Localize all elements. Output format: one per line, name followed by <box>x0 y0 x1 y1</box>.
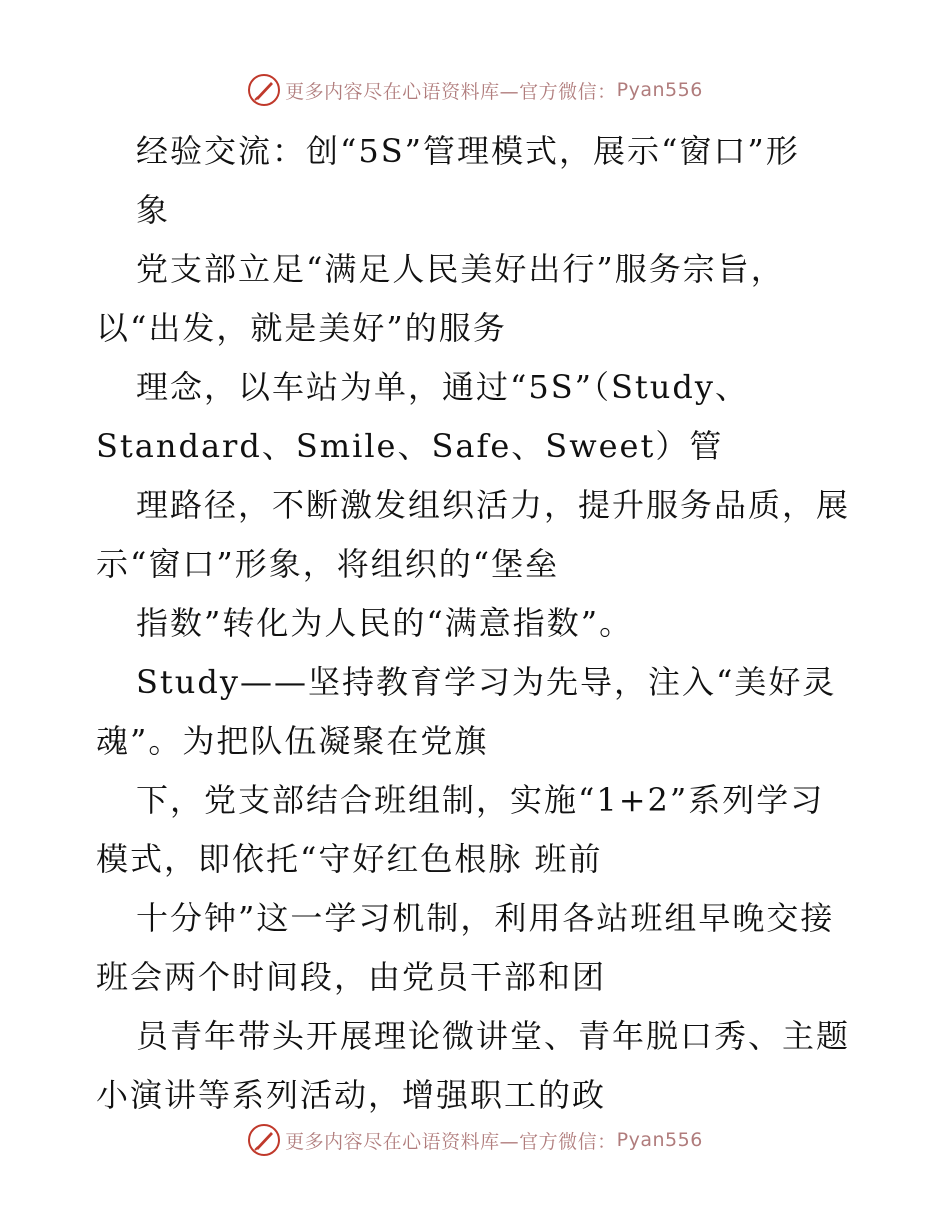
document-line: 党支部立足“满足人民美好出行”服务宗旨， <box>136 250 785 288</box>
document-line: 下，党支部结合班组制，实施“1+2”系列学习 <box>136 781 825 819</box>
watermark-text-en: Pyan556 <box>616 79 703 101</box>
feather-pen-logo-icon <box>247 73 281 107</box>
document-line: 班会两个时间段，由党员干部和团 <box>96 958 607 996</box>
watermark-text-cn: 更多内容尽在心语资料库—官方微信： <box>285 1130 617 1153</box>
document-line: 经验交流：创“5S”管理模式，展示“窗口”形 <box>136 132 800 170</box>
feather-pen-logo-icon <box>247 1123 281 1157</box>
document-line: 模式，即依托“守好红色根脉 班前 <box>96 840 603 878</box>
document-line: Standard、Smile、Safe、Sweet）管 <box>96 427 724 465</box>
document-line: 示“窗口”形象，将组织的“堡垒 <box>96 545 560 583</box>
footer-watermark <box>0 1120 950 1160</box>
document-line: 理念，以车站为单，通过“5S”（Study、 <box>136 368 749 406</box>
document-body <box>96 122 856 1125</box>
document-line: 以“出发，就是美好”的服务 <box>96 309 507 347</box>
document-line: 指数”转化为人民的“满意指数”。 <box>136 604 634 642</box>
header-watermark <box>0 70 950 110</box>
document-line: 十分钟”这一学习机制，利用各站班组早晚交接 <box>136 899 835 937</box>
watermark-text-cn: 更多内容尽在心语资料库—官方微信： <box>285 80 617 103</box>
document-line: 小演讲等系列活动，增强职工的政 <box>96 1076 607 1114</box>
watermark-text-en: Pyan556 <box>616 1129 703 1151</box>
document-line: 魂”。为把队伍凝聚在党旗 <box>96 722 489 760</box>
document-line: 象 <box>136 191 171 229</box>
document-line: Study——坚持教育学习为先导，注入“美好灵 <box>136 663 837 701</box>
document-line: 员青年带头开展理论微讲堂、青年脱口秀、主题 <box>136 1017 851 1055</box>
document-line: 理路径，不断激发组织活力，提升服务品质，展 <box>136 486 851 524</box>
